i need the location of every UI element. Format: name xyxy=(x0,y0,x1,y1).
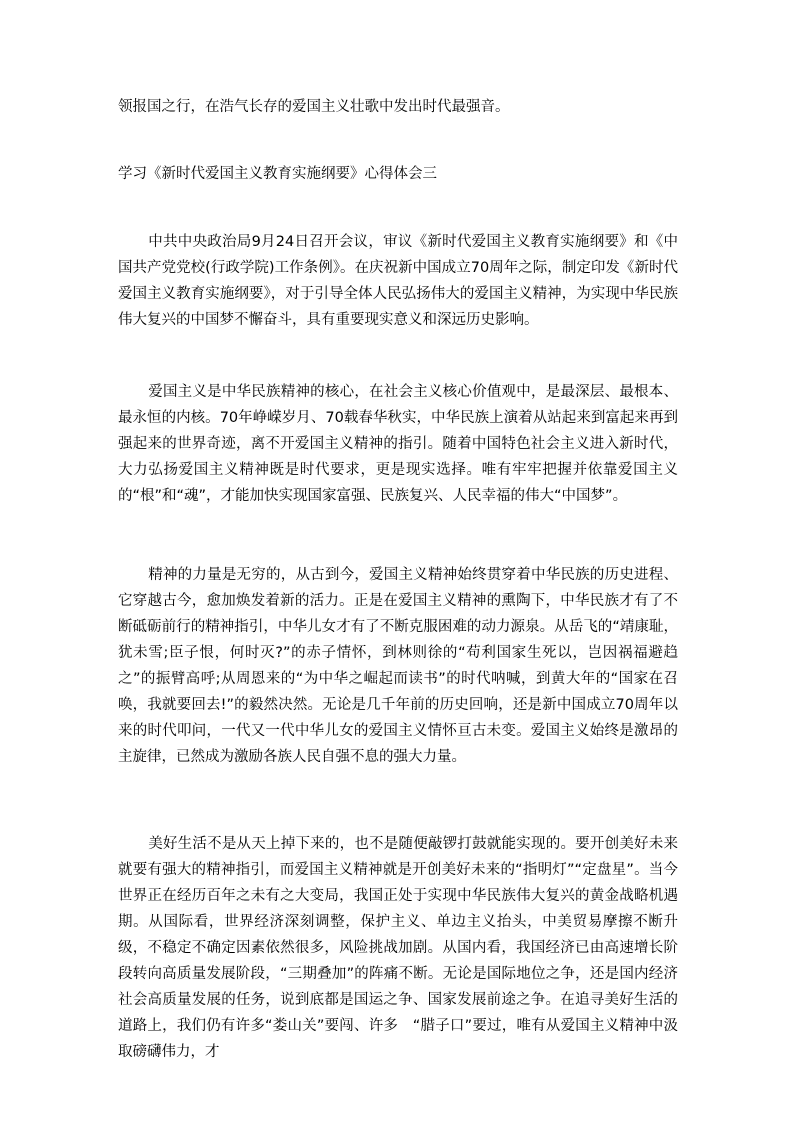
paragraph-3-text: 精神的力量是无穷的，从古到今，爱国主义精神始终贯穿着中华民族的历史进程、它穿越古今，愈加焕发着新的活力。正是在爱国主义精神的熏陶下，中华民族才有了不断砥砺前行的精神指引，中华儿女才有了不断克服困难的动力源泉。从岳飞的“靖康耻，犹未雪;臣子恨，何时灭?”的赤子情怀，到林则徐的“苟利国家生死以，岂因祸福避趋之”的振臂高呼;从周恩来的“为中华之崛起而读书”的时代呐喊，到黄大年的“国家在召唤，我就要回去!”的毅然决然。无论是几千年前的历史回响，还是新中国成立70周年以来的时代叩问，一代又一代中华儿女的爱国主义情怀亘古未变。爱国主义始终是激昂的主旋律，已然成为激励各族人民自强不息的强大力量。 xyxy=(118,567,678,765)
section-title: 学习《新时代爱国主义教育实施纲要》心得体会三 xyxy=(118,166,437,182)
paragraph-3 xyxy=(118,562,678,770)
paragraph-1-text: 中共中央政治局9月24日召开会议，审议《新时代爱国主义教育实施纲要》和《中国共产党党校(行政学院)工作条例》。在庆祝新中国成立70周年之际，制定印发《新时代爱国主义教育实施纲要》，对于引导全体人民弘扬伟大的爱国主义精神，为实现中华民族伟大复兴的中国梦不懈奋斗，具有重要现实意义和深远历史影响。 xyxy=(118,234,678,328)
paragraph-2 xyxy=(118,379,678,509)
paragraph-4 xyxy=(118,831,678,1065)
paragraph-4-text: 美好生活不是从天上掉下来的，也不是随便敲锣打鼓就能实现的。要开创美好未来就要有强大的精神指引，而爱国主义精神就是开创美好未来的“指明灯”“定盘星”。当今世界正在经历百年之未有之大变局，我国正处于实现中华民族伟大复兴的黄金战略机遇期。从国际看，世界经济深刻调整，保护主义、单边主义抬头，中美贸易摩擦不断升级，不稳定不确定因素依然很多，风险挑战加剧。从国内看，我国经济已由高速增长阶段转向高质量发展阶段，“三期叠加”的阵痛不断。无论是国际地位之争，还是国内经济社会高质量发展的任务，说到底都是国运之争、国家发展前途之争。在追寻美好生活的道路上，我们仍有许多“娄山关”要闯、许多 “腊子口”要过，唯有从爱国主义精神中汲取磅礴伟力，才 xyxy=(118,836,678,1060)
paragraph-2-text: 爱国主义是中华民族精神的核心，在社会主义核心价值观中，是最深层、最根本、最永恒的内核。70年峥嵘岁月、70载春华秋实，中华民族上演着从站起来到富起来再到强起来的世界奇迹，离不开爱国主义精神的指引。随着中国特色社会主义进入新时代，大力弘扬爱国主义精神既是时代要求，更是现实选择。唯有牢牢把握并依靠爱国主义的“根”和“魂”，才能加快实现国家富强、民族复兴、人民幸福的伟大“中国梦”。 xyxy=(118,384,678,504)
opening-line: 领报国之行，在浩气长存的爱国主义壮歌中发出时代最强音。 xyxy=(118,99,510,115)
paragraph-1 xyxy=(118,229,678,333)
